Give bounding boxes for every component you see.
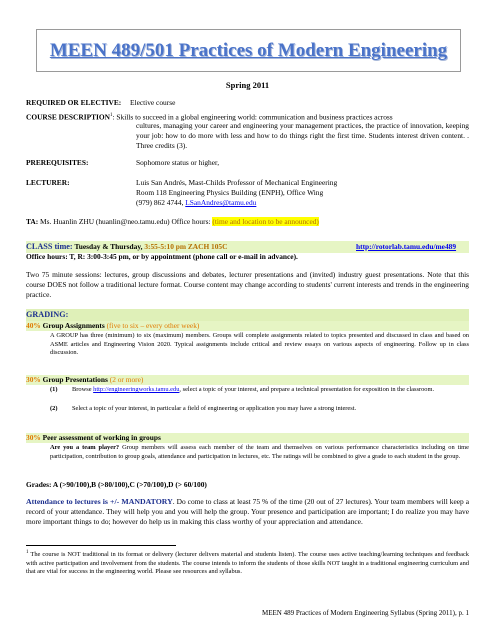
footnote-text: The course is NOT traditional in its format or delivery (lecturer delivers material and students listen). The course uses active teaching/learning techniques and feedback with active participation and involvement from the students. The course intends to inform the students of those skills NOT taught in a traditional engineering curriculum and that are vital for success in the engineering world. Please see resources and syllabus. [26,551,469,576]
office-hours: Office hours: T, R: 3:00-3:45 pm, or by appointment (phone call or e-mail in advance). [26,252,298,261]
attendance-text: . Do come to class at least 75 % of the time (20 out of 27 lectures). Your team members will keep a record of your attendance. They will help you and you will help the group. Your presence and participation are important; I do realize you may have more important things to do; however do help us in making this class worthy of your appreciation and attendance. [26,497,469,526]
presentations-note: (2 or more) [109,375,144,384]
peer-header [26,433,161,443]
presentations-title: Group Presentations [42,375,108,384]
intro-paragraph: Two 75 minute sessions: lectures, group discussions and debates, lecturer presentations and (invited) industry guest presentations. Note that this course DOES not follow a traditional lecture format. Course content may change according to students' current interests and trends in the engineering practice. [26,270,469,299]
prereq-label: PREREQUISITES: [26,158,89,167]
item2-text: Select a topic of your interest, in particular a field of engineering or application you may have a strong interest. [72,405,357,412]
item1-pre: Browse [72,386,92,393]
class-time-label: CLASS time: [26,242,73,251]
description-label: COURSE DESCRIPTION [26,112,110,122]
footnote [26,549,469,577]
ta-line [26,217,319,227]
footnote-number: 1 [26,550,29,555]
required-label: REQUIRED OR ELECTIVE: [26,98,122,107]
assignments-title: Group Assignments [42,321,105,330]
peer-title: Peer assessment of working in groups [42,433,161,442]
term: Spring 2011 [225,80,270,90]
description-text: cultures, managing your career and engineering your management practices, the practice of innovation, keeping your job: how to do more with less and how to do things right the first time. Students interest driven content. . Three credits (3). [136,121,469,150]
lecturer-office: Room 118 Engineering Physics Building (ENPH), Office Wing [136,188,324,197]
prereq-value: Sophomore status or higher, [136,158,220,167]
presentations-header [26,375,143,385]
assignments-header [26,321,199,331]
lecturer-email-link[interactable]: LSanAndres@tamu.edu [185,198,257,207]
footnote-mark: 1 [109,113,113,118]
class-time-time: 3:55-5:10 pm ZACH 105C [144,242,228,251]
peer-text [50,444,469,461]
item1-num: (1) [50,386,58,393]
item1-text [72,386,469,395]
engineeringworks-link[interactable]: http://engineeringworks.tamu.edu [93,386,180,393]
required-value: Elective course [130,98,176,107]
class-time-days: Tuesday & Thursday, [74,242,143,251]
grading-heading: GRADING: [26,310,69,319]
title-box [36,29,461,72]
lecturer-phone: (979) 862 4744, [136,198,184,207]
page-footer: MEEN 489 Practices of Modern Engineering Syllabus (Spring 2011), p. 1 [262,609,469,617]
description-line1: : Skills to succeed in a global engineering world: communication and business practices across [112,112,393,122]
ta-text: Ms. Huanlin ZHU (huanlin@neo.tamu.edu) Office hours: [40,217,211,226]
assignments-note: (five to six – every other week) [106,321,200,330]
item2-num: (2) [50,405,58,412]
course-url-link[interactable]: http://rotorlab.tamu.edu/me489 [356,242,457,251]
lecturer-contact [136,198,256,208]
peer-pct: 30% [26,433,41,442]
presentations-pct: 30% [26,375,41,384]
grading-bar [26,309,469,321]
peer-lead: Are you a team player? [50,444,120,451]
attendance-paragraph [26,497,469,527]
item1-post: , select a topic of your interest, and prepare a technical presentation for exposition in the classroom. [179,386,435,393]
lecturer-label: LECTURER: [26,178,70,187]
peer-body: Group members will assess each member of the team and themselves on various performance characteristics including on time participation, contribution to group goals, attendance and participation in lectures, etc. The ratings will be combined to give a grade to each student in the group. [50,444,469,460]
assignments-pct: 40% [26,321,41,330]
ta-label: TA: [26,217,39,226]
ta-office-hours-highlight: (time and location to be announced) [212,217,319,226]
attendance-lead: Attendance to lectures is +/- MANDATORY [26,497,173,506]
grade-scale: Grades: A (>90/100),B (>80/100),C (>70/100),D (> 60/100) [26,480,207,489]
assignments-text: A GROUP has three (minimum) to six (maximum) members. Groups will complete assignments related to topics presented and discussed in class and based on ASME articles and Engineering Vision 2020. Typical assignments include critical and review essays on various aspects of engineering. Follow up in class discussion. [50,332,469,357]
course-url-wrap [356,242,456,252]
course-title: MEEN 489/501 Practices of Modern Engineering [49,39,448,61]
footnote-divider [26,545,176,546]
lecturer-name: Luis San Andrés, Mast-Childs Professor of Mechanical Engineering [136,178,338,187]
